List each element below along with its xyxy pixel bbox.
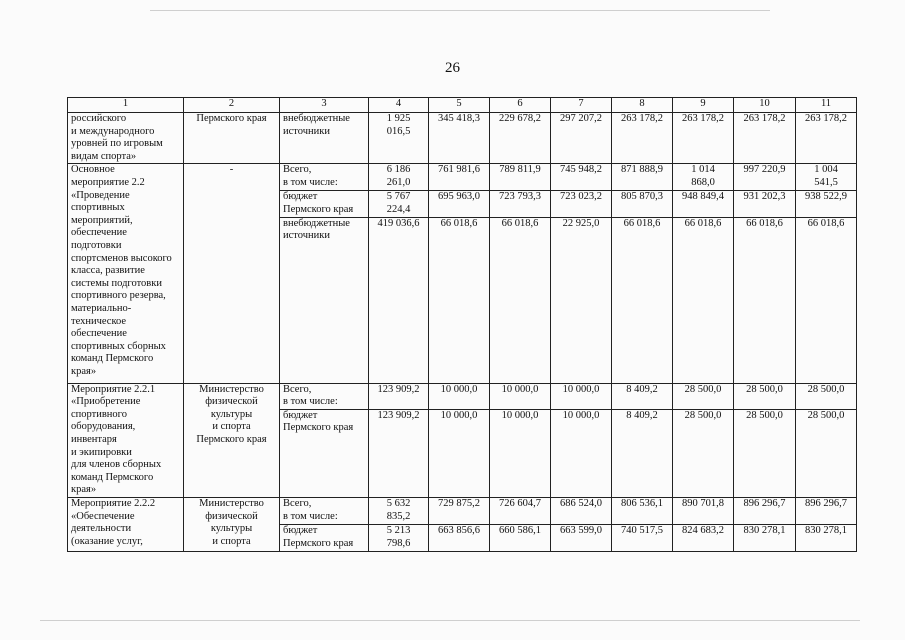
value-year: 297 207,2 (551, 113, 612, 164)
value-year: 66 018,6 (612, 217, 673, 383)
page-number: 26 (445, 60, 460, 76)
value-year: 66 018,6 (734, 217, 796, 383)
value-year: 726 604,7 (490, 497, 551, 524)
value-total-period: 5 213 798,6 (369, 524, 429, 551)
value-year: 663 856,6 (429, 524, 490, 551)
header-cell: 6 (490, 98, 551, 113)
value-year: 345 418,3 (429, 113, 490, 164)
header-cell: 9 (673, 98, 734, 113)
value-year: 28 500,0 (734, 409, 796, 497)
value-total-period: 1 925 016,5 (369, 113, 429, 164)
header-cell: 10 (734, 98, 796, 113)
value-year: 723 793,3 (490, 191, 551, 217)
value-year: 28 500,0 (734, 383, 796, 409)
table-row (68, 164, 857, 191)
value-year: 263 178,2 (734, 113, 796, 164)
measure-name: Мероприятие 2.2.1 «Приобретение спортивного оборудования, инвентаря и экипировки для членов сборных команд Пермского края» (68, 383, 184, 497)
executor: Министерство физической культуры и спорта (184, 497, 280, 551)
measure-name: Мероприятие 2.2.2 «Обеспечение деятельности (оказание услуг, (68, 497, 184, 551)
value-year: 8 409,2 (612, 409, 673, 497)
value-total-period: 123 909,2 (369, 383, 429, 409)
executor: Пермского края (184, 113, 280, 164)
funding-source: бюджет Пермского края (280, 191, 369, 217)
scan-edge-bottom (40, 620, 860, 621)
header-cell: 7 (551, 98, 612, 113)
table-row (68, 113, 857, 164)
value-year: 871 888,9 (612, 164, 673, 191)
value-year: 28 500,0 (673, 409, 734, 497)
value-year: 806 536,1 (612, 497, 673, 524)
value-year: 938 522,9 (796, 191, 857, 217)
scan-edge-top (150, 10, 770, 11)
value-total-period: 5 767 224,4 (369, 191, 429, 217)
funding-source: Всего, в том числе: (280, 164, 369, 191)
value-year: 789 811,9 (490, 164, 551, 191)
value-year: 263 178,2 (612, 113, 673, 164)
table-row (68, 383, 857, 409)
value-year: 740 517,5 (612, 524, 673, 551)
value-year: 66 018,6 (490, 217, 551, 383)
header-cell: 1 (68, 98, 184, 113)
value-year: 66 018,6 (429, 217, 490, 383)
value-year: 28 500,0 (673, 383, 734, 409)
value-year: 66 018,6 (673, 217, 734, 383)
value-total-period: 419 036,6 (369, 217, 429, 383)
value-year: 1 004 541,5 (796, 164, 857, 191)
header-cell: 11 (796, 98, 857, 113)
funding-source: Всего, в том числе: (280, 383, 369, 409)
header-cell: 2 (184, 98, 280, 113)
executor: - (184, 164, 280, 383)
value-year: 896 296,7 (796, 497, 857, 524)
funding-source: бюджет Пермского края (280, 409, 369, 497)
value-year: 263 178,2 (796, 113, 857, 164)
budget-table (67, 97, 857, 552)
value-year: 761 981,6 (429, 164, 490, 191)
header-cell: 8 (612, 98, 673, 113)
value-year: 805 870,3 (612, 191, 673, 217)
value-year: 1 014 868,0 (673, 164, 734, 191)
value-year: 931 202,3 (734, 191, 796, 217)
funding-source: бюджет Пермского края (280, 524, 369, 551)
value-year: 695 963,0 (429, 191, 490, 217)
value-total-period: 123 909,2 (369, 409, 429, 497)
value-year: 10 000,0 (551, 409, 612, 497)
header-row (68, 98, 857, 113)
value-total-period: 5 632 835,2 (369, 497, 429, 524)
value-year: 10 000,0 (490, 409, 551, 497)
value-year: 22 925,0 (551, 217, 612, 383)
funding-source: внебюджетные источники (280, 217, 369, 383)
value-year: 10 000,0 (490, 383, 551, 409)
value-year: 830 278,1 (796, 524, 857, 551)
value-total-period: 6 186 261,0 (369, 164, 429, 191)
measure-name: Основное мероприятие 2.2 «Проведение спортивных мероприятий, обеспечение подготовки спортсменов высокого класса, развитие системы подготовки спортивного резерва, материально- техническое обеспечение спортивных сборных команд Пермского края» (68, 164, 184, 383)
value-year: 890 701,8 (673, 497, 734, 524)
value-year: 663 599,0 (551, 524, 612, 551)
value-year: 229 678,2 (490, 113, 551, 164)
value-year: 723 023,2 (551, 191, 612, 217)
measure-name: российского и международного уровней по игровым видам спорта» (68, 113, 184, 164)
value-year: 8 409,2 (612, 383, 673, 409)
value-year: 660 586,1 (490, 524, 551, 551)
value-year: 948 849,4 (673, 191, 734, 217)
header-cell: 5 (429, 98, 490, 113)
header-cell: 4 (369, 98, 429, 113)
value-year: 10 000,0 (429, 383, 490, 409)
value-year: 830 278,1 (734, 524, 796, 551)
value-year: 66 018,6 (796, 217, 857, 383)
value-year: 896 296,7 (734, 497, 796, 524)
value-year: 997 220,9 (734, 164, 796, 191)
funding-source: внебюджетные источники (280, 113, 369, 164)
header-cell: 3 (280, 98, 369, 113)
value-year: 10 000,0 (551, 383, 612, 409)
value-year: 263 178,2 (673, 113, 734, 164)
value-year: 28 500,0 (796, 383, 857, 409)
value-year: 10 000,0 (429, 409, 490, 497)
value-year: 745 948,2 (551, 164, 612, 191)
table-row (68, 497, 857, 524)
funding-source: Всего, в том числе: (280, 497, 369, 524)
executor: Министерство физической культуры и спорта Пермского края (184, 383, 280, 497)
value-year: 686 524,0 (551, 497, 612, 524)
value-year: 729 875,2 (429, 497, 490, 524)
value-year: 824 683,2 (673, 524, 734, 551)
value-year: 28 500,0 (796, 409, 857, 497)
